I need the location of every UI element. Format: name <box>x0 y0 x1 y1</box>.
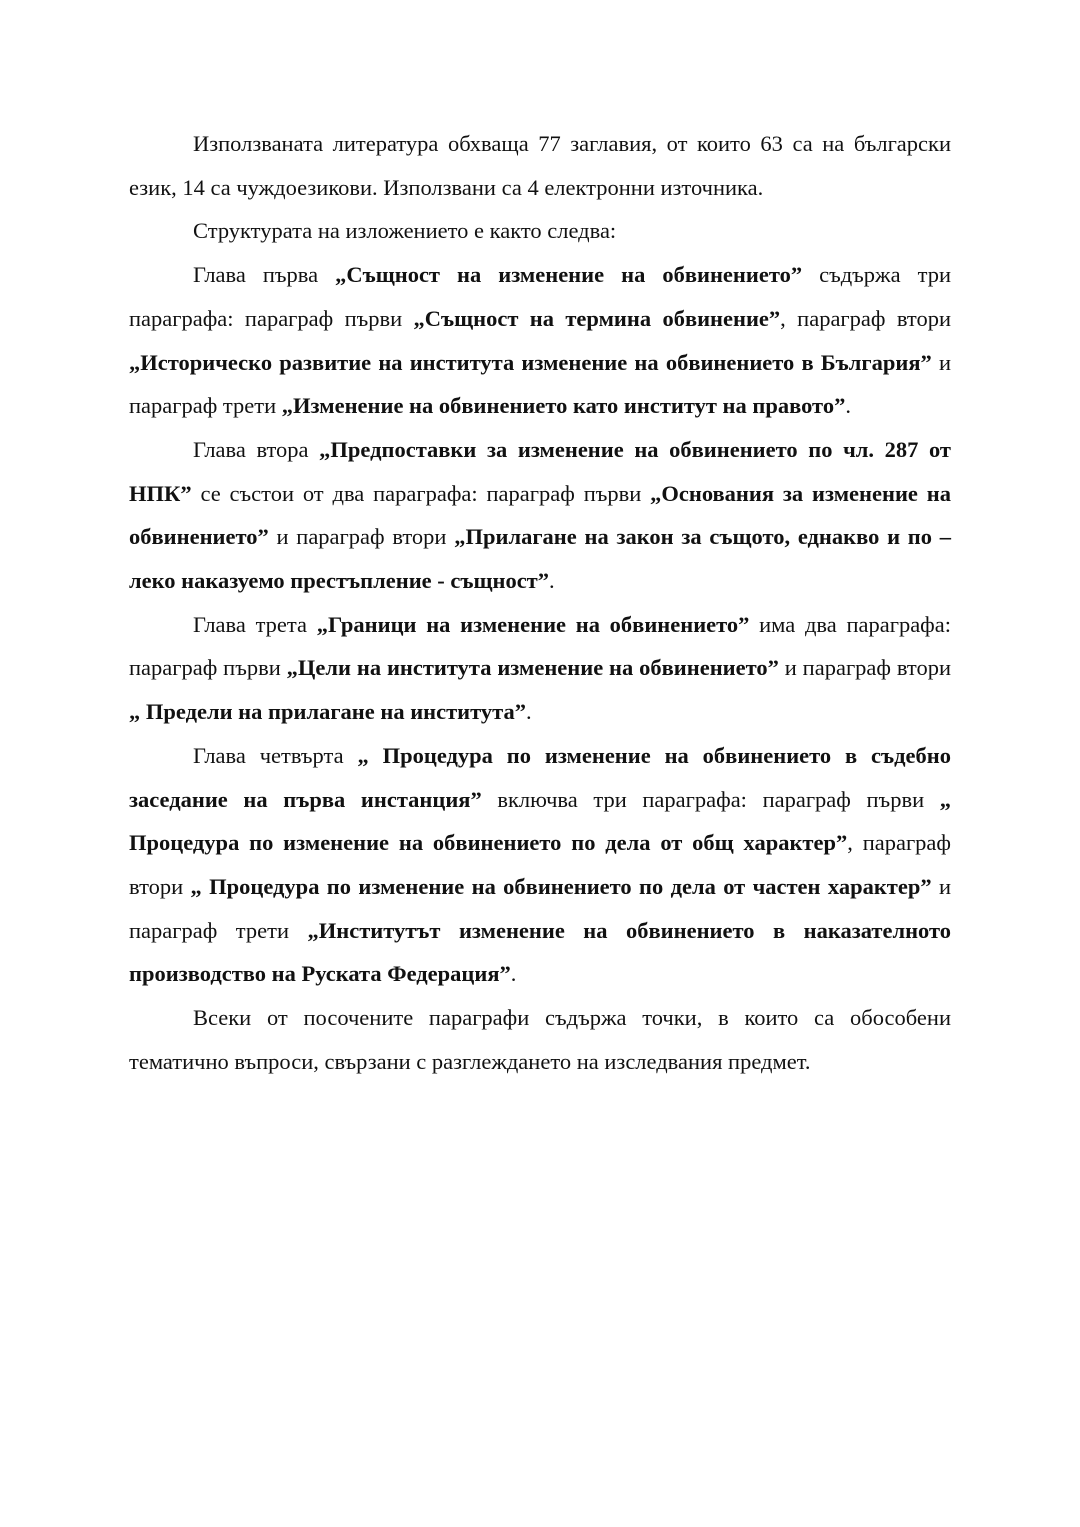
text-run: включва три параграфа: параграф първи <box>481 786 940 812</box>
bold-title-run: „ Процедура по изменение на обвинението в съдебно заседание на първа инстанция” <box>129 742 951 812</box>
text-run: , параграф втори <box>129 830 951 899</box>
text-run: Всеки от посочените параграфи съдържа точки, в които са обособени тематично въпроси, свързани с разглеждането на изследвания предмет. <box>129 1005 951 1074</box>
text-run: и параграф трети <box>129 873 952 943</box>
text-run: . <box>845 393 851 419</box>
text-run: и параграф трети <box>129 349 951 419</box>
text-run: Използваната литература обхваща 77 заглавия, от които 63 са на български език, 14 са чуждоезикови. Използвани са 4 електронни източника. <box>129 131 951 200</box>
paragraph <box>129 122 951 209</box>
document-body <box>129 122 951 1083</box>
bold-title-run: „ Процедура по изменение на обвинението по дела от общ характер” <box>129 786 951 856</box>
text-run: Глава четвърта <box>193 742 358 768</box>
bold-title-run: „ Предели на прилагане на института” <box>129 699 526 725</box>
bold-title-run: „Предпоставки за изменение на обвинението по чл. 287 от НПК” <box>129 436 951 506</box>
paragraph <box>129 428 951 603</box>
bold-title-run: „Цели на института изменение на обвинението” <box>286 655 779 681</box>
paragraph <box>129 209 951 253</box>
bold-title-run: „Основания за изменение на обвинението” <box>129 480 951 550</box>
text-run: има два параграфа: параграф първи <box>129 611 952 681</box>
text-run: . <box>510 961 517 987</box>
text-run: Структурата на изложението е както следва: <box>193 218 617 244</box>
text-run: , параграф втори <box>780 305 951 331</box>
paragraph <box>129 996 951 1083</box>
paragraph <box>129 253 951 428</box>
text-run: и параграф втори <box>268 524 455 550</box>
paragraph <box>129 603 951 734</box>
text-run: Глава трета <box>193 611 317 637</box>
bold-title-run: „Същност на изменение на обвинението” <box>335 262 803 288</box>
bold-title-run: „Изменение на обвинението като институт на правото” <box>281 393 846 419</box>
bold-title-run: „Историческо развитие на института изменение на обвинението в България” <box>129 349 932 375</box>
bold-title-run: „Граници на изменение на обвинението” <box>316 611 750 637</box>
text-run: Глава втора <box>193 436 320 462</box>
bold-title-run: „Институтът изменение на обвинението в наказателното производство на Руската Федерация” <box>129 917 952 987</box>
paragraph <box>129 734 951 996</box>
text-run: . <box>525 699 532 725</box>
text-run: Глава първа <box>193 262 336 288</box>
text-run: и параграф втори <box>778 655 951 681</box>
bold-title-run: „ Процедура по изменение на обвинението по дела от частен характер” <box>190 873 932 899</box>
bold-title-run: „Същност на термина обвинение” <box>413 305 781 331</box>
text-run: се състои от два параграфа: параграф първи <box>191 480 651 506</box>
text-run: съдържа три параграфа: параграф първи <box>129 262 951 331</box>
text-run: . <box>549 568 555 594</box>
bold-title-run: „Прилагане на закон за същото, еднакво и по – леко наказуемо престъпление - същност” <box>129 524 951 594</box>
